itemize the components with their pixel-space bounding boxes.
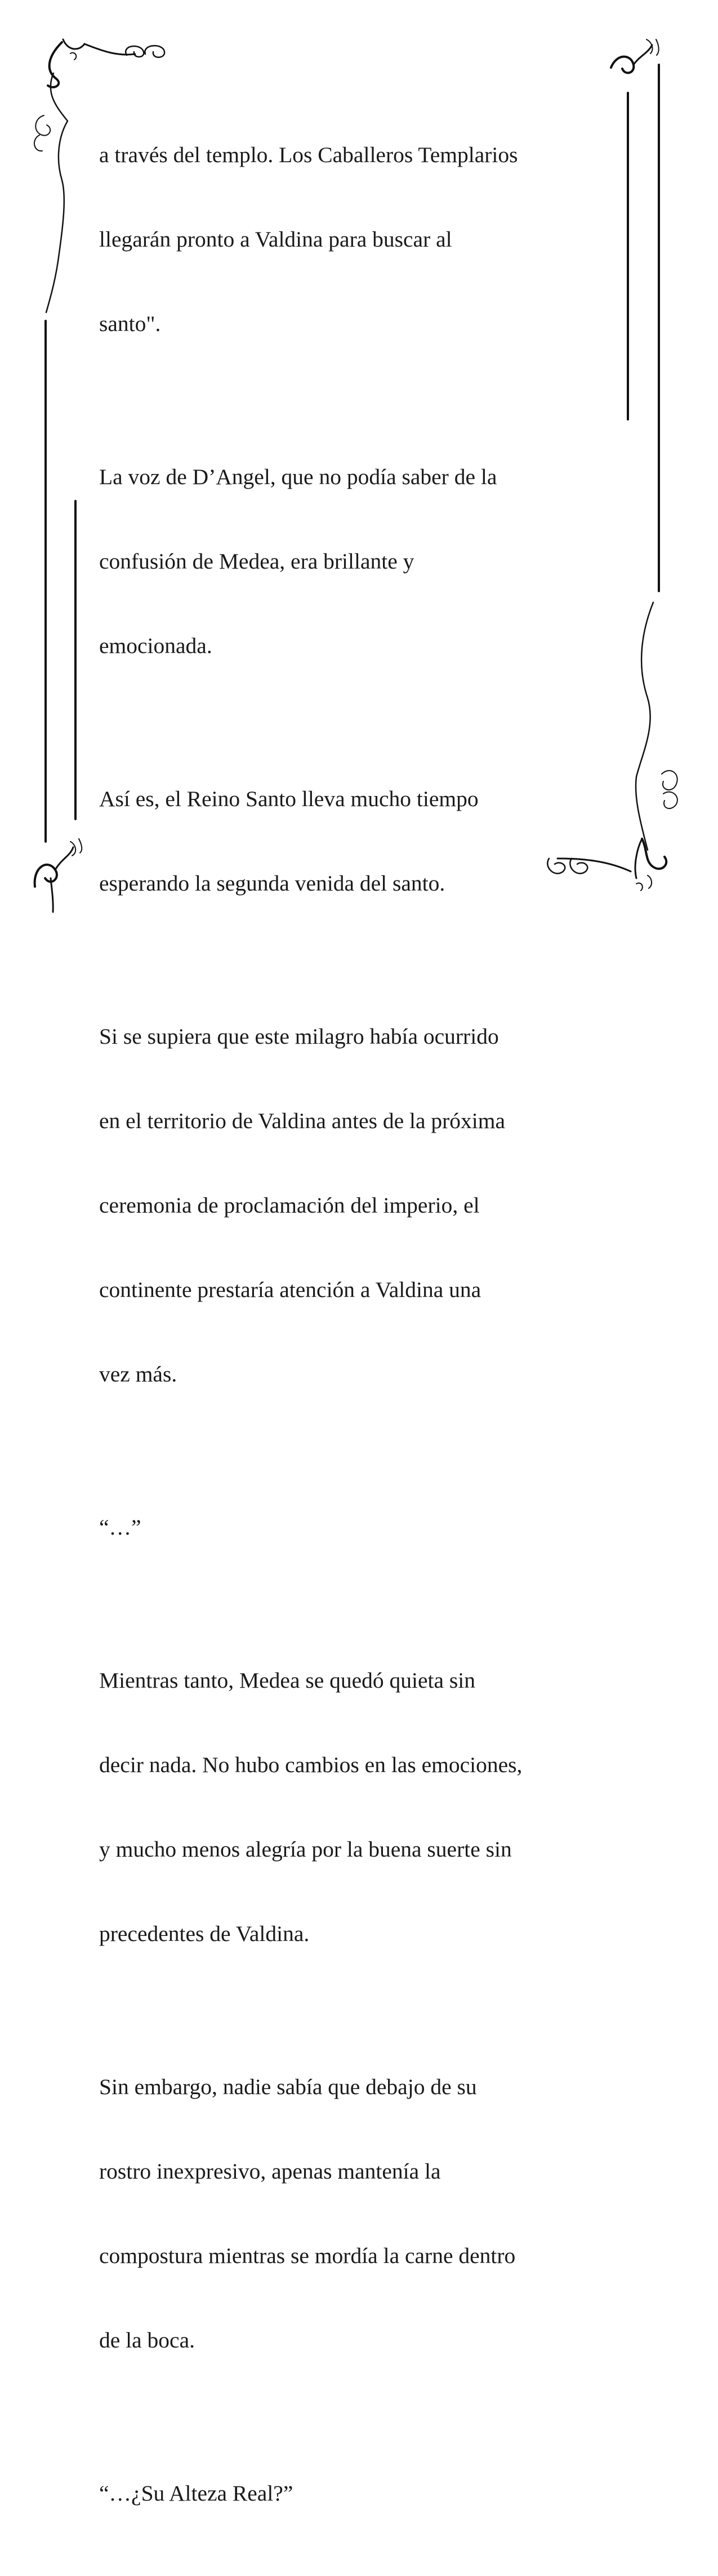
text-line: santo".	[99, 311, 161, 336]
text-line: ceremonia de proclamación del imperio, el	[99, 1193, 480, 1218]
text-line: decir nada. No hubo cambios en las emociones,	[99, 1752, 523, 1777]
text-line: emocionada.	[99, 633, 212, 658]
text-line: “…¿Su Alteza Real?”	[99, 2481, 293, 2506]
text-line: Mientras tanto, Medea se quedó quieta sin	[99, 1668, 476, 1693]
paragraph	[99, 1610, 617, 2004]
text-line: Así es, el Reino Santo lleva mucho tiempo	[99, 786, 479, 811]
text-line: Sin embargo, nadie sabía que debajo de su	[99, 2074, 477, 2099]
text-line: precedentes de Valdina.	[99, 1921, 310, 1946]
text-line: continente prestaría atención a Valdina una	[99, 1277, 481, 1302]
text-line: rostro inexpresivo, apenas mantenía la	[99, 2159, 441, 2184]
text-line: esperando la segunda venida del santo.	[99, 871, 445, 896]
text-line: “…”	[99, 1515, 141, 1540]
paragraph	[99, 966, 617, 1444]
paragraph	[99, 2423, 617, 2564]
text-line: de la boca.	[99, 2328, 195, 2353]
bottom-left-flourish	[35, 839, 82, 912]
paragraph	[99, 84, 617, 394]
top-right-flourish	[611, 39, 659, 73]
text-line: confusión de Medea, era brillante y	[99, 549, 414, 574]
text-line: y mucho menos alegría por la buena suerte sin	[99, 1837, 512, 1862]
paragraph	[99, 2016, 617, 2410]
story-text	[99, 84, 617, 2576]
text-line: a través del templo. Los Caballeros Templarios	[99, 142, 518, 167]
text-line: vez más.	[99, 1362, 177, 1387]
text-line: en el territorio de Valdina antes de la próxima	[99, 1108, 505, 1133]
paragraph	[99, 1457, 617, 1598]
text-line: compostura mientras se mordía la carne dentro	[99, 2243, 516, 2268]
text-line: La voz de D’Angel, que no podía saber de la	[99, 464, 497, 489]
text-line: Si se supiera que este milagro había ocurrido	[99, 1024, 499, 1049]
paragraph	[99, 406, 617, 716]
text-line: llegarán pronto a Valdina para buscar al	[99, 227, 452, 252]
paragraph	[99, 728, 617, 954]
